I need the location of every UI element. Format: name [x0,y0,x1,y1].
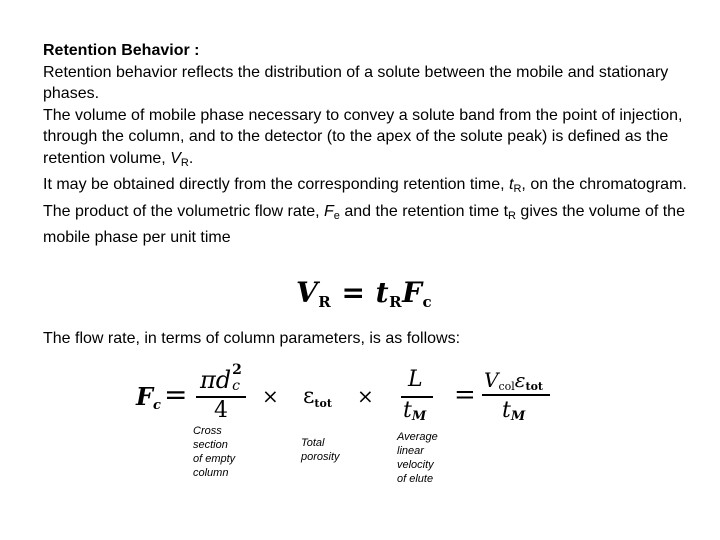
var-v: V [170,149,181,167]
eq2-f-sub: c [153,398,161,413]
sub-r: R [180,156,189,169]
text: , on the chromatogram. [521,176,687,193]
annotation-line: of empty [193,453,236,465]
eq2-eps-2: ε [514,368,526,392]
text: The product of the volumetric flow rate, [43,202,325,220]
annotation-linear-velocity [397,430,438,486]
eq2-num3: L [408,367,423,392]
eq2-equals-2: = [454,380,476,410]
text: It may be obtained directly from the corresponding retention time, [43,176,510,193]
eq-v-sub: R [318,293,332,311]
eq-t: t [375,276,390,309]
eq2-eps-tot [303,384,332,410]
text: gives the volume of the mobile phase per unit time [43,202,685,246]
text: . [188,149,194,167]
annotation-line: of elute [397,473,434,485]
eq2-eps-sub: tot [314,397,332,410]
section-heading: Retention Behavior : [43,42,200,59]
flow-rate-intro: The flow rate, in terms of column parameters, is as follows: [43,330,461,347]
annotation-line: velocity [397,459,434,471]
sub-r: R [508,209,516,222]
eq2-vcol: V [484,368,499,392]
eq2-lhs [136,382,161,413]
eq-v: V [296,276,319,309]
eq2-num4 [484,368,543,393]
var-t: t [509,176,514,193]
eq2-t-2-sub: M [510,409,526,424]
eq2-sub: c [232,378,240,394]
eq2-fraction-bar-4 [482,394,550,396]
text: and the retention time t [339,202,509,220]
eq2-den1: 4 [214,398,228,423]
annotation-line: column [193,467,229,479]
paragraph-definition: Retention behavior reflects the distribution of a solute between the mobile and stationary phases. [43,63,669,102]
annotation-line: Average [397,431,438,443]
eq-f: F [402,276,423,309]
sub-e: e [333,209,340,222]
eq2-t: t [403,398,412,423]
eq2-equals: = [164,378,188,411]
eq2-eps-2-sub: tot [525,380,543,393]
text: The volume of mobile phase necessary to convey a solute band from the point of injection, through the column, and to the detector (to the apex of the solute peak) is defined as the retention volume, [43,106,683,167]
eq2-sup: 2 [232,362,242,378]
eq-f-sub: c [422,293,433,311]
annotation-total-porosity [301,436,340,464]
eq2-times-1: × [262,384,279,408]
annotation-line: Total [301,437,325,449]
eq2-eps: ε [303,384,315,409]
eq2-times-2: × [357,384,374,408]
annotation-line: Cross [193,425,222,437]
eq-equals: = [331,276,376,309]
eq2-num1 [200,362,243,394]
eq2-f: F [136,382,154,411]
eq2-pi-d: πd [200,366,232,394]
eq2-t-2: t [502,398,511,423]
annotation-line: linear [397,445,424,457]
annotation-cross-section [193,424,235,480]
annotation-line: porosity [301,451,340,463]
eq2-den3 [403,398,426,424]
eq2-supsub [231,362,243,394]
eq2-den4 [502,398,525,424]
var-f: F [324,202,334,220]
annotation-line: section [193,439,228,451]
eq2-vcol-sub: col [498,380,515,393]
eq2-t-sub: M [411,409,427,424]
sub-r: R [513,183,522,195]
eq-t-sub: R [389,293,403,311]
